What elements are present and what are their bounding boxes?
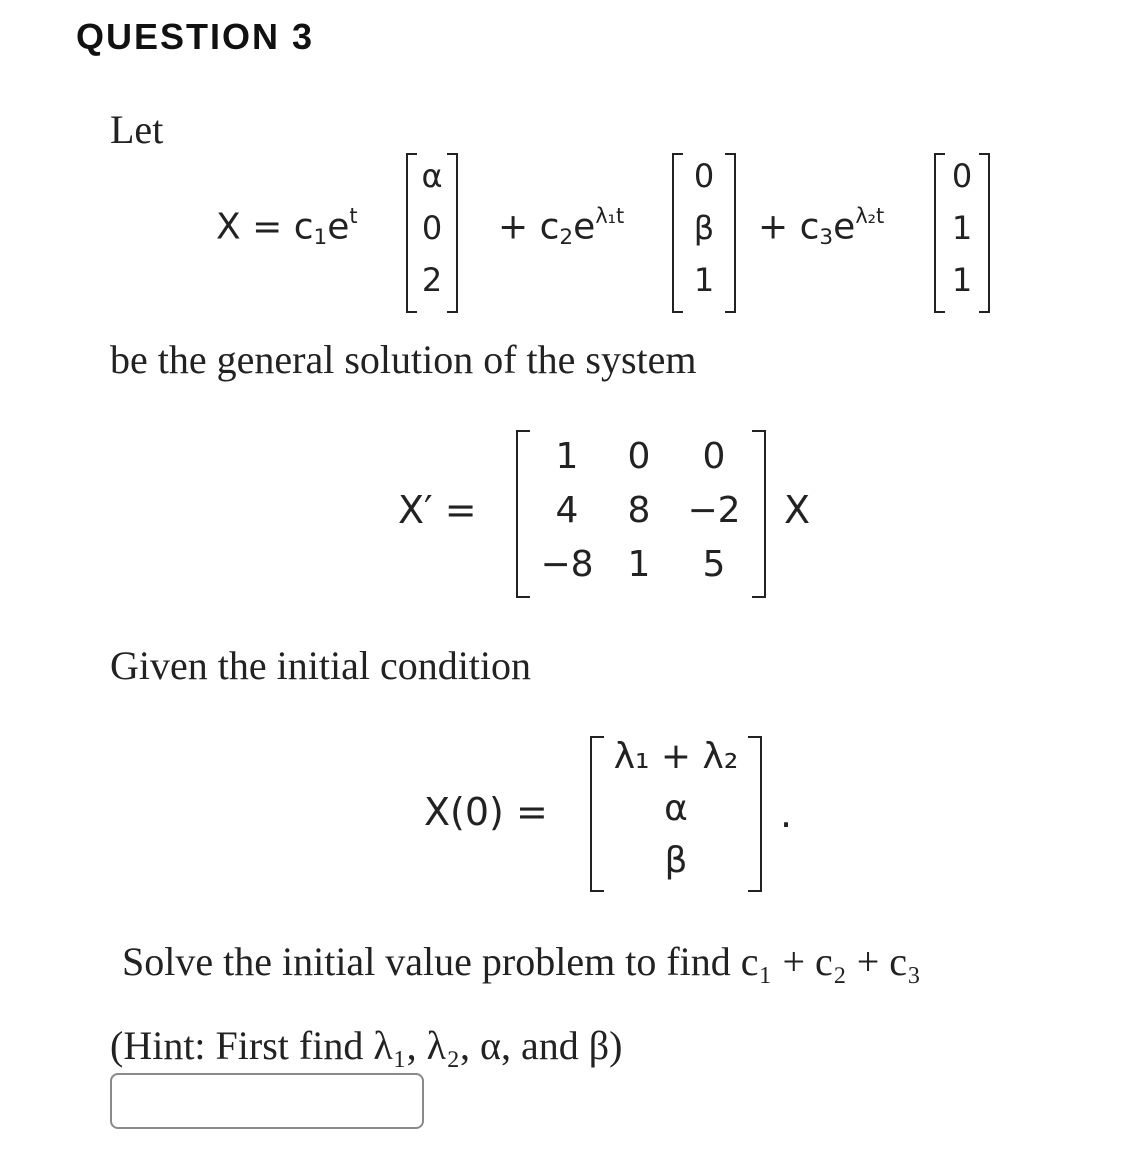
matrix-cell-1-0: 4 bbox=[555, 490, 579, 531]
vector-v1 bbox=[406, 153, 458, 313]
initial-entry-0: λ₁ + λ₂ bbox=[613, 736, 739, 777]
gs-lhs-text: X = bbox=[216, 206, 294, 248]
v2-entry-1: β bbox=[693, 209, 715, 247]
system-lhs: X′ = bbox=[398, 488, 477, 532]
e2-exponent: λ₁t bbox=[595, 204, 625, 228]
plus-c2: + c bbox=[498, 206, 560, 248]
e2-base: e bbox=[573, 206, 596, 248]
e1-base: e bbox=[327, 206, 350, 248]
hint-text: (Hint: First find λ₁, λ₂, α, and β) bbox=[110, 1023, 623, 1068]
gs-term2 bbox=[498, 204, 624, 250]
v3-entry-2: 1 bbox=[951, 261, 973, 299]
c2-subscript: 2 bbox=[559, 225, 574, 251]
system-intro-text: be the general solution of the system bbox=[110, 337, 697, 382]
matrix-cell-0-0: 1 bbox=[555, 436, 579, 477]
v1-entry-1: 0 bbox=[421, 209, 443, 247]
intro-text: Let bbox=[110, 107, 164, 152]
c1-symbol: c bbox=[293, 206, 314, 248]
initial-period: . bbox=[780, 792, 793, 836]
e1-exponent: t bbox=[349, 204, 358, 228]
matrix-cell-0-2: 0 bbox=[702, 436, 726, 477]
v1-entry-0: α bbox=[421, 157, 443, 195]
matrix-cell-2-0: −8 bbox=[540, 544, 594, 585]
e3-exponent: λ₂t bbox=[855, 204, 885, 228]
solve-text: Solve the initial value problem to find c₁ + c₂ + c₃ bbox=[122, 939, 921, 984]
vector-v2 bbox=[672, 153, 736, 313]
initial-entry-2: β bbox=[664, 840, 688, 881]
vector-v3 bbox=[934, 153, 990, 313]
plus-c3: + c bbox=[758, 206, 820, 248]
matrix-cell-1-2: −2 bbox=[687, 490, 741, 531]
matrix-cell-2-1: 1 bbox=[627, 544, 651, 585]
gs-lhs bbox=[216, 204, 358, 250]
answer-input[interactable] bbox=[110, 1073, 424, 1129]
v3-entry-1: 1 bbox=[951, 209, 973, 247]
e3-base: e bbox=[833, 206, 856, 248]
system-rhs: X bbox=[784, 488, 811, 532]
c1-subscript: 1 bbox=[313, 225, 328, 251]
matrix-cell-0-1: 0 bbox=[627, 436, 651, 477]
initial-entry-1: α bbox=[664, 788, 688, 829]
v2-entry-2: 1 bbox=[693, 261, 715, 299]
given-text: Given the initial condition bbox=[110, 643, 532, 688]
c3-subscript: 3 bbox=[819, 225, 834, 251]
matrix-cell-2-2: 5 bbox=[702, 544, 726, 585]
initial-lhs: X(0) = bbox=[424, 790, 548, 834]
v3-entry-0: 0 bbox=[951, 157, 973, 195]
gs-term3 bbox=[758, 204, 884, 250]
question-heading: QUESTION 3 bbox=[76, 16, 315, 57]
v1-entry-2: 2 bbox=[421, 261, 443, 299]
initial-vector bbox=[590, 736, 762, 892]
v2-entry-0: 0 bbox=[693, 157, 715, 195]
matrix-cell-1-1: 8 bbox=[627, 490, 651, 531]
system-matrix bbox=[516, 430, 766, 598]
